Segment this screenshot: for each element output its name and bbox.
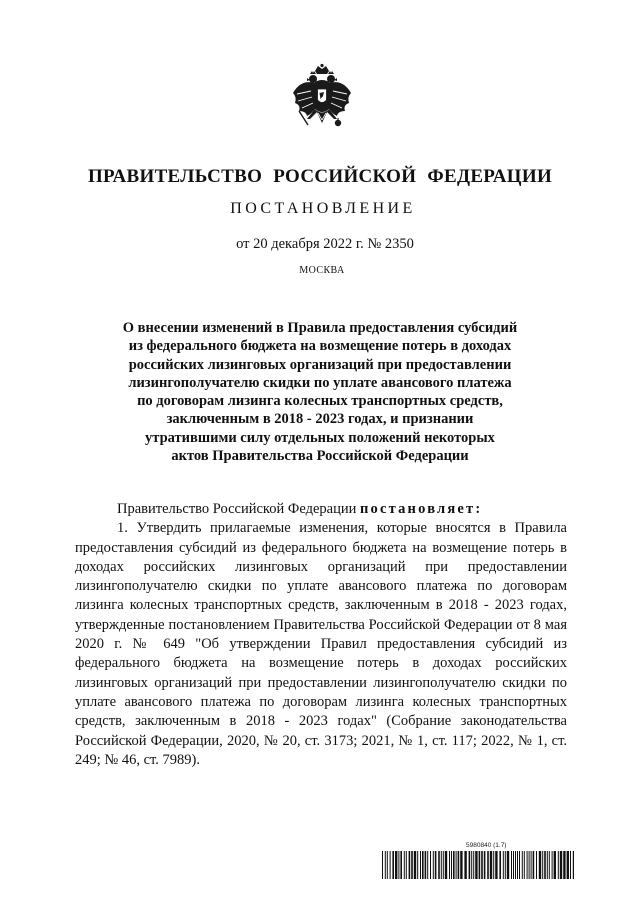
resolution-lead [75,500,567,519]
heading-line: О внесении изменений в Правила предоставления субсидий [122,320,518,336]
barcode-bar [499,851,501,879]
document-heading [105,319,535,465]
barcode-bar [513,851,514,879]
heading-line: утратившими силу отдельных положений некоторых [145,429,495,446]
barcode-bar [547,851,548,879]
government-title: ПРАВИТЕЛЬСТВО РОССИЙСКОЙ ФЕДЕРАЦИИ [87,166,553,187]
barcode-bar [382,851,383,879]
barcode-bar [409,851,411,879]
paragraph-1: 1. Утвердить прилагаемые изменения, которые вносятся в Правила предоставления субсидий из федерального бюджета на возмещение потерь в доходах российских лизинговых организаций при предоставлении лизингополучателю скидки по уплате авансового платежа по договорам лизинга колесных транспортных средств, заключенным в 2018 - 2023 годах, утвержденные постановлением Правительства Российской Федерации от 8 мая 2020 г. № 649 "Об утверждении Правил предоставления субсидий из федерального бюджета на возмещение потерь в доходах российских лизинговых организаций при предоставлении лизингополучателю скидки по уплате авансового платежа по договорам лизинга колесных транспортных средств, заключенным в 2018 - 2023 годах" (Собрание законодательства Российской Федерации, 2020, № 20, ст. 3173; 2021, № 1, ст. 117; 2022, № 1, ст. 249; № 46, ст. 7989). [75,520,567,768]
barcode-label: 5980840 (1.7) [466,842,507,849]
barcode-bar [549,851,550,879]
barcode-bar [517,851,518,879]
barcode-bar [503,851,504,879]
barcode-bar [420,851,421,879]
barcode-bar [519,851,520,879]
barcode-bar [392,851,394,879]
barcode-bar [522,851,523,879]
barcode-bar [387,851,388,879]
barcode-bar [427,851,428,879]
barcode-bar [481,851,483,879]
barcode-bar [542,851,543,879]
barcode-bar [404,851,405,879]
document-type: ПОСТАНОВЛЕНИЕ [230,200,416,217]
barcode-bar [449,851,450,879]
barcode-bar [475,851,477,879]
barcode-bar [554,851,556,879]
barcode-bar [495,851,497,879]
barcode-bar [507,851,509,879]
barcode-bar [533,851,535,879]
barcode-bar [524,851,525,879]
barcode-bar [438,851,440,879]
barcode-bar [425,851,427,879]
heading-line: заключенным в 2018 - 2023 годах, и признании [166,411,474,428]
barcode-bar [479,851,481,879]
barcode-bar [398,851,399,879]
barcode-bar [471,851,472,879]
barcode-bar [570,851,571,879]
barcode-bar [563,851,565,879]
heading-line: лизингополучателю скидки по уплате авансового платежа [128,374,512,391]
barcode-bar [490,851,492,879]
barcode-bar [411,851,413,879]
barcode-bar [435,851,437,879]
barcode-bar [417,851,418,879]
barcode-bar [558,851,559,879]
document-date: от 20 декабря 2022 г. № 2350 [236,236,414,252]
coat-of-arms-icon [291,63,353,133]
heading-line: из федерального бюджета на возмещение потерь в доходах [128,338,512,355]
barcode-bar [573,851,574,879]
document-body [75,500,567,770]
barcode-bar [433,851,434,879]
barcode-bar [443,851,444,879]
barcode-bar [460,851,462,879]
barcode-bar [456,851,457,879]
barcode-bar [469,851,471,879]
barcode-bar [527,851,528,879]
barcode-icon [382,851,574,879]
heading-line: российских лизинговых организаций при предоставлении [128,356,512,373]
barcode-bar [445,851,447,879]
barcode-bar [493,851,494,879]
barcode-bar [430,851,431,879]
barcode-bar [414,851,416,879]
barcode-bar [458,851,460,879]
barcode-bar [400,851,402,879]
document-city: МОСКВА [299,265,345,276]
resolution-keyword: постановляет: [359,501,483,517]
barcode-block [382,842,574,880]
barcode-bar [406,851,407,879]
barcode-bar [453,851,455,879]
barcode-bar [385,851,386,879]
barcode-bar [544,851,546,879]
barcode-bar [539,851,541,879]
barcode-bar [395,851,397,879]
barcode-bar [505,851,506,879]
lead-text: Правительство Российской Федерации [117,501,360,517]
barcode-bar [390,851,391,879]
heading-line: актов Правительства Российской Федерации [171,448,469,465]
barcode-bar [484,851,486,879]
heading-line: по договорам лизинга колесных транспортных средств, [137,393,503,410]
barcode-bar [529,851,530,879]
barcode-bar [560,851,562,879]
barcode-bar [531,851,532,879]
barcode-bar [422,851,424,879]
barcode-bar [441,851,442,879]
barcode-bar [464,851,466,879]
barcode-bar [536,851,537,879]
barcode-bar [511,851,512,879]
barcode-bar [552,851,553,879]
barcode-bar [473,851,474,879]
barcode-bar [515,851,516,879]
barcode-bar [487,851,489,879]
barcode-bar [567,851,569,879]
barcode-bar [451,851,452,879]
